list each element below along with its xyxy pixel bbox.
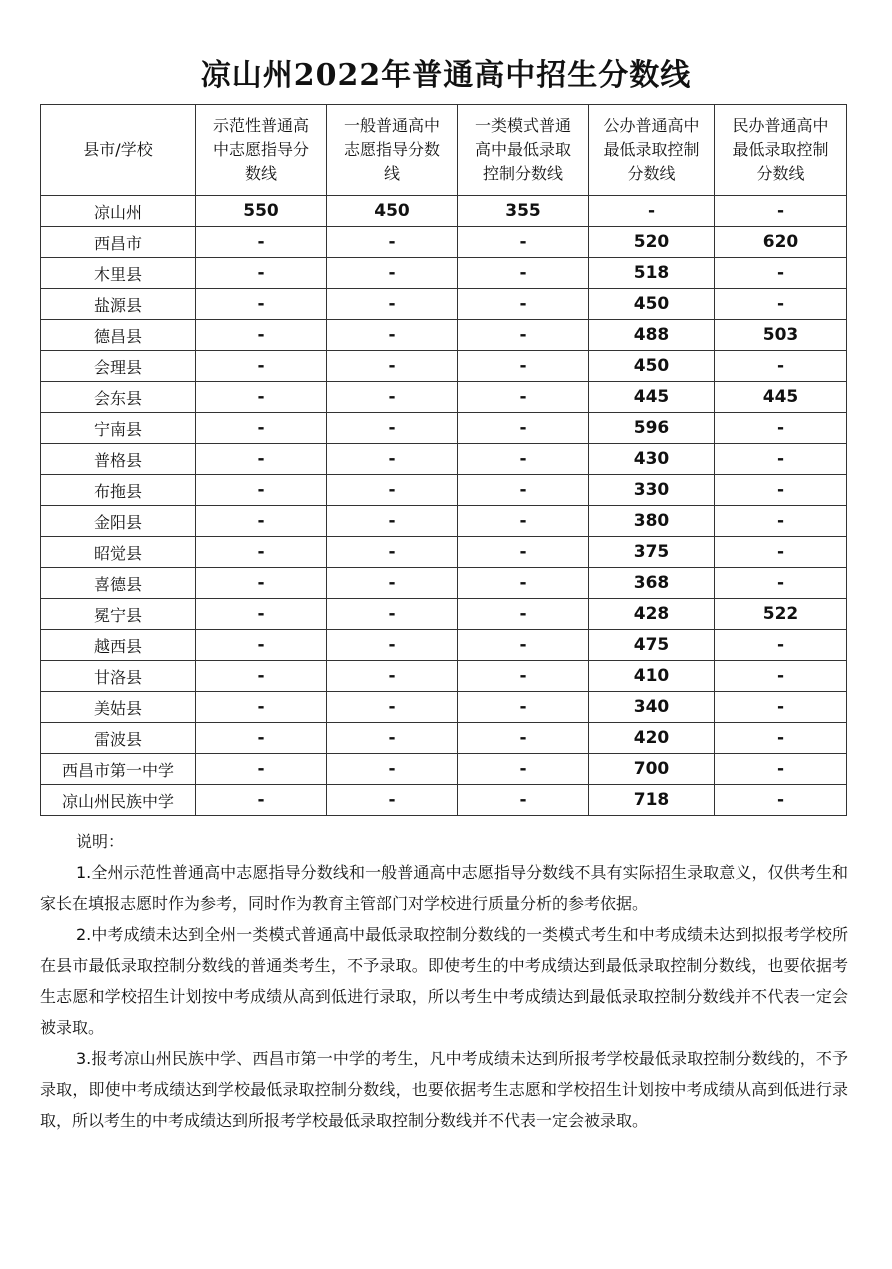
score-cell: - [458,537,589,568]
score-cell: - [327,754,458,785]
score-cell: 475 [589,630,715,661]
table-row [41,289,847,320]
score-cell: - [196,661,327,692]
score-cell: - [196,785,327,816]
table-row [41,227,847,258]
column-header: 民办普通高中最低录取控制分数线 [715,105,847,196]
score-cell: - [715,413,847,444]
score-cell: 410 [589,661,715,692]
score-cell: 420 [589,723,715,754]
table-body [41,196,847,816]
score-cell: - [196,537,327,568]
score-cell: - [327,506,458,537]
region-cell: 美姑县 [41,692,196,723]
score-cell: 700 [589,754,715,785]
score-cell: - [715,444,847,475]
column-header: 县市/学校 [41,105,196,196]
score-cell: 375 [589,537,715,568]
region-cell: 越西县 [41,630,196,661]
score-cell: - [458,506,589,537]
score-cell: 368 [589,568,715,599]
score-cell: - [458,661,589,692]
score-cell: 518 [589,258,715,289]
score-cell: - [196,754,327,785]
score-cell: 550 [196,196,327,227]
score-cell: 428 [589,599,715,630]
score-cell: - [458,568,589,599]
region-cell: 普格县 [41,444,196,475]
score-cell: - [327,320,458,351]
score-cell: 430 [589,444,715,475]
score-cell: - [715,258,847,289]
table-row [41,320,847,351]
score-cell: 450 [589,289,715,320]
score-cell: - [715,754,847,785]
page-title: 凉山州2022年普通高中招生分数线 [200,58,692,93]
score-cell: 340 [589,692,715,723]
score-cell: - [715,537,847,568]
score-cell: - [458,444,589,475]
score-cell: - [458,754,589,785]
score-cell: - [196,599,327,630]
score-cell: - [196,382,327,413]
table-row [41,351,847,382]
score-cell: - [196,723,327,754]
score-cell: - [327,568,458,599]
region-cell: 宁南县 [41,413,196,444]
score-cell: - [327,227,458,258]
score-cell: - [327,630,458,661]
score-cell: - [196,413,327,444]
table-row [41,754,847,785]
region-cell: 西昌市 [41,227,196,258]
region-cell: 凉山州 [41,196,196,227]
score-cell: 380 [589,506,715,537]
note-item: 2.中考成绩未达到全州一类模式普通高中最低录取控制分数线的一类模式考生和中考成绩未达到拟报考学校所在县市最低录取控制分数线的普通类考生，不予录取。即使考生的中考成绩达到最低录取控制分数线，也要依据考生志愿和学校招生计划按中考成绩从高到低进行录取，所以考生中考成绩达到最低录取控制分数线并不代表一定会被录取。 [40,925,848,1037]
score-table [40,104,847,816]
score-cell: - [327,413,458,444]
score-cell: 718 [589,785,715,816]
table-row [41,661,847,692]
table-row [41,568,847,599]
score-cell: - [327,444,458,475]
score-cell: - [196,568,327,599]
score-cell: 355 [458,196,589,227]
score-cell: 330 [589,475,715,506]
column-header: 公办普通高中最低录取控制分数线 [589,105,715,196]
table-row [41,785,847,816]
column-header: 示范性普通高中志愿指导分数线 [196,105,327,196]
score-cell: 488 [589,320,715,351]
score-cell: - [715,289,847,320]
score-cell: - [458,475,589,506]
score-cell: - [715,661,847,692]
score-cell: - [327,258,458,289]
table-row [41,444,847,475]
region-cell: 凉山州民族中学 [41,785,196,816]
table-row [41,382,847,413]
score-cell: - [715,196,847,227]
table-row [41,196,847,227]
score-cell: - [327,537,458,568]
table-row [41,723,847,754]
score-cell: - [196,227,327,258]
score-cell: - [196,692,327,723]
score-cell: - [196,289,327,320]
score-cell: 620 [715,227,847,258]
region-cell: 盐源县 [41,289,196,320]
table-row [41,413,847,444]
region-cell: 金阳县 [41,506,196,537]
score-cell: - [715,630,847,661]
table-row [41,630,847,661]
score-cell: - [715,723,847,754]
score-cell: - [458,785,589,816]
notes-section [40,826,848,1136]
score-cell: - [715,568,847,599]
table-row [41,475,847,506]
score-cell: 450 [327,196,458,227]
score-cell: - [715,351,847,382]
table-header-row [41,105,847,196]
region-cell: 西昌市第一中学 [41,754,196,785]
score-cell: - [327,382,458,413]
score-cell: - [458,413,589,444]
score-cell: - [327,475,458,506]
region-cell: 会东县 [41,382,196,413]
score-cell: - [715,692,847,723]
score-cell: - [196,444,327,475]
region-cell: 木里县 [41,258,196,289]
region-cell: 昭觉县 [41,537,196,568]
table-row [41,506,847,537]
table-row [41,692,847,723]
score-cell: 596 [589,413,715,444]
score-cell: - [715,475,847,506]
score-cell: 520 [589,227,715,258]
region-cell: 布拖县 [41,475,196,506]
score-cell: - [458,723,589,754]
score-cell: - [458,382,589,413]
table-row [41,258,847,289]
note-item: 1.全州示范性普通高中志愿指导分数线和一般普通高中志愿指导分数线不具有实际招生录取意义，仅供考生和家长在填报志愿时作为参考，同时作为教育主管部门对学校进行质量分析的参考依据。 [40,863,848,913]
region-cell: 会理县 [41,351,196,382]
score-cell: - [327,351,458,382]
region-cell: 冕宁县 [41,599,196,630]
score-cell: - [458,227,589,258]
score-cell: - [715,785,847,816]
table-row [41,599,847,630]
score-cell: - [589,196,715,227]
score-cell: - [196,506,327,537]
score-cell: - [327,785,458,816]
score-cell: - [458,258,589,289]
column-header: 一类模式普通高中最低录取控制分数线 [458,105,589,196]
score-cell: - [458,599,589,630]
score-cell: - [196,475,327,506]
score-cell: 445 [715,382,847,413]
score-cell: - [196,630,327,661]
score-cell: - [458,692,589,723]
score-cell: - [196,320,327,351]
score-cell: - [327,692,458,723]
region-cell: 喜德县 [41,568,196,599]
region-cell: 德昌县 [41,320,196,351]
score-cell: - [715,506,847,537]
score-cell: - [327,723,458,754]
score-cell: - [196,351,327,382]
score-cell: - [458,630,589,661]
column-header: 一般普通高中志愿指导分数线 [327,105,458,196]
region-cell: 甘洛县 [41,661,196,692]
score-cell: - [327,289,458,320]
score-cell: - [327,661,458,692]
score-cell: 450 [589,351,715,382]
score-cell: 503 [715,320,847,351]
notes-heading: 说明： [76,832,125,851]
score-cell: - [458,351,589,382]
score-cell: - [327,599,458,630]
score-cell: 445 [589,382,715,413]
score-cell: - [458,289,589,320]
table-row [41,537,847,568]
score-cell: 522 [715,599,847,630]
region-cell: 雷波县 [41,723,196,754]
score-cell: - [458,320,589,351]
note-item: 3.报考凉山州民族中学、西昌市第一中学的考生，凡中考成绩未达到所报考学校最低录取控制分数线的，不予录取，即使中考成绩达到学校最低录取控制分数线，也要依据考生志愿和学校招生计划按中考成绩从高到低进行录取，所以考生的中考成绩达到所报考学校最低录取控制分数线并不代表一定会被录取。 [40,1049,848,1130]
score-cell: - [196,258,327,289]
